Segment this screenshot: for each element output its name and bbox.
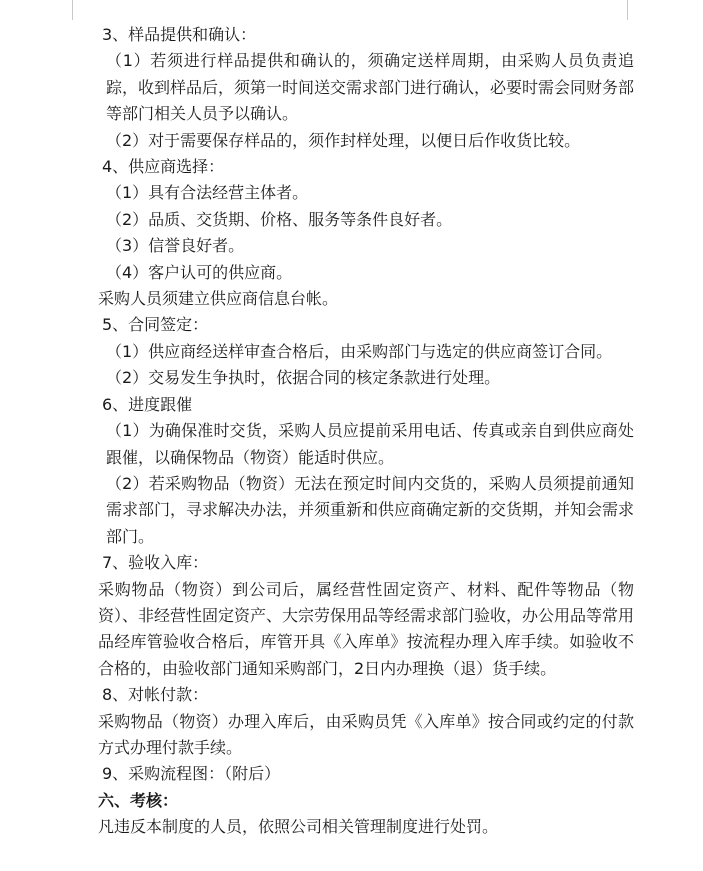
paragraph-six-body: 凡违反本制度的人员，依照公司相关管理制度进行处罚。 (98, 817, 499, 837)
paragraph-4-note: 采购人员须建立供应商信息台帐。 (98, 289, 339, 309)
list-item-4-2: （2）品质、交货期、价格、服务等条件良好者。 (106, 209, 453, 229)
paragraph-6-1: （1）为确保准时交货，采购人员应提前采用电话、传真或亲自到供应商处跟催，以确保物品（物资）能适时供应。 (106, 421, 634, 467)
section-heading-9: 9、采购流程图：（附后） (102, 764, 281, 784)
section-heading-8: 8、对帐付款： (102, 685, 209, 705)
list-item-5-2: （2）交易发生争执时，依据合同的核定条款进行处理。 (106, 368, 501, 388)
section-heading-6: 6、进度跟催 (102, 394, 193, 414)
paragraph-7-body: 采购物品（物资）到公司后，属经营性固定资产、材料、配件等物品（物资）、非经营性固定资产、大宗劳保用品等经需求部门验收，办公用品等常用品经库管验收合格后，库管开具《入库单》按流程办理入库手续。如验收不合格的，由验收部门通知采购部门，2日内办理换（退）货手续。 (98, 579, 635, 678)
section-heading-3: 3、样品提供和确认： (102, 25, 257, 44)
section-heading-7: 7、验收入库： (102, 553, 209, 573)
document-body (78, 22, 634, 841)
section-heading-5: 5、合同签定： (102, 315, 209, 335)
paragraph-8-body: 采购物品（物资）办理入库后，由采购员凭《入库单》按合同或约定的付款方式办理付款手续。 (98, 711, 634, 757)
chapter-heading-six: 六、考核： (98, 790, 179, 810)
list-item-5-1: （1）供应商经送样审查合格后，由采购部门与选定的供应商签订合同。 (106, 341, 613, 361)
crop-mark-left (72, 0, 73, 20)
paragraph-3-1: （1）若须进行样品提供和确认的，须确定送样周期，由采购人员负责追踪，收到样品后，须第一时间送交需求部门进行确认，必要时需会同财务部等部门相关人员予以确认。 (106, 51, 635, 124)
list-item-4-1: （1）具有合法经营主体者。 (106, 183, 309, 203)
paragraph-6-2: （2）若采购物品（物资）无法在预定时间内交货的，采购人员须提前通知需求部门，寻求解决办法，并须重新和供应商确定新的交货期，并知会需求部门。 (106, 473, 635, 546)
section-heading-4: 4、供应商选择： (102, 157, 225, 177)
list-item-4-4: （4）客户认可的供应商。 (106, 262, 293, 282)
crop-mark-right (627, 0, 628, 20)
list-item-4-3: （3）信誉良好者。 (106, 236, 245, 256)
paragraph-3-2: （2）对于需要保存样品的，须作封样处理，以便日后作收货比较。 (106, 130, 581, 150)
